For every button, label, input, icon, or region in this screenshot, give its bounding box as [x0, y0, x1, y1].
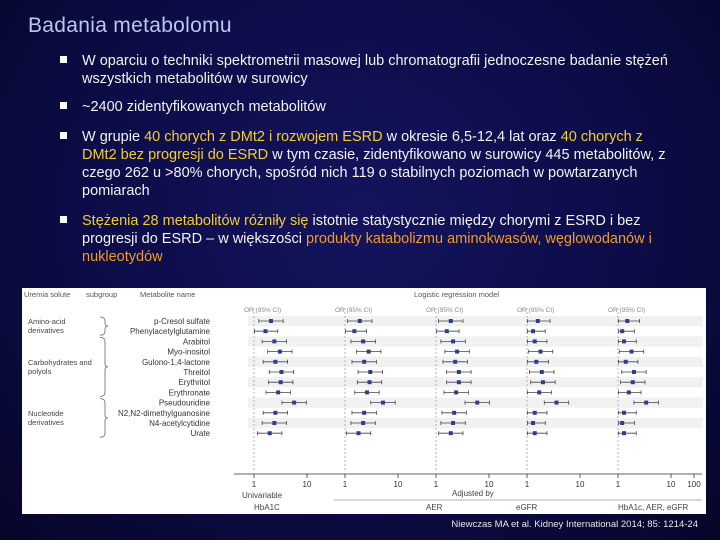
or-point — [268, 431, 272, 435]
metabolite-label: Erythronate — [168, 388, 210, 398]
group-label: derivatives — [28, 326, 64, 336]
axis-tick-label: 10 — [302, 480, 312, 489]
or-point — [533, 339, 537, 343]
metabolite-label: Erythritol — [178, 378, 210, 388]
or-point — [541, 380, 545, 384]
bullet-text: w tym czasie, zidentyfikowano w surowicy 445 metabolitów, z czego 262 u >80% chorych, spośród nich 119 o stabilnych poziomach w powtarzanych pomiarach — [82, 147, 666, 199]
group-label: Nucleotide — [28, 408, 64, 418]
or-point — [272, 339, 276, 343]
or-point — [533, 431, 537, 435]
or-point — [622, 339, 626, 343]
or-point — [630, 350, 634, 354]
header-subgroup: subgroup — [86, 290, 118, 299]
or-point — [352, 329, 356, 333]
or-point — [454, 390, 458, 394]
or-point — [452, 411, 456, 415]
panel-label: AER — [426, 503, 443, 512]
bullet-marker — [60, 56, 67, 63]
or-point — [273, 360, 277, 364]
or-point — [279, 380, 283, 384]
panel-header: OR (95% CI) — [335, 307, 373, 314]
or-point — [620, 329, 624, 333]
or-point — [381, 401, 385, 405]
or-point — [644, 401, 648, 405]
highlight-text: produkty katabolizmu aminokwasów, węglowodanów i nukleotydów — [82, 231, 652, 265]
forest-plot-figure — [22, 288, 706, 514]
axis-tick-label: 10 — [393, 480, 403, 489]
axis-tick-label: 1 — [251, 480, 257, 489]
group-brace — [100, 337, 108, 396]
or-point — [449, 319, 453, 323]
or-point — [622, 411, 626, 415]
panel-header: OR (95% CI) — [244, 307, 282, 314]
metabolite-label: Pseudouridine — [158, 398, 210, 408]
or-point — [365, 390, 369, 394]
or-point — [453, 360, 457, 364]
metabolite-label: Gulono-1,4-lactone — [141, 357, 210, 367]
or-point — [361, 339, 365, 343]
bullet-text: W grupie — [82, 129, 145, 145]
or-point — [362, 411, 366, 415]
bullet-item — [60, 52, 670, 88]
metabolite-label: Phenylacetylglutamine — [129, 327, 210, 337]
or-point — [362, 360, 366, 364]
or-point — [475, 401, 479, 405]
or-point — [554, 401, 558, 405]
axis-tick-label: 10 — [484, 480, 494, 489]
highlight-text: Stężenia 28 metabolitów różniły się — [82, 213, 309, 229]
or-point — [620, 421, 624, 425]
or-point — [631, 380, 635, 384]
or-point — [625, 319, 629, 323]
or-point — [357, 431, 361, 435]
bullet-text: W oparciu o techniki spektrometrii masowej lub chromatografii jednoczesne badanie stężeń wszystkich metabolitów w surowicy — [82, 53, 668, 87]
header-logistic-regression: Logistic regression model — [414, 290, 500, 299]
or-point — [269, 319, 273, 323]
or-point — [457, 380, 461, 384]
forest-plot — [22, 288, 706, 514]
or-point — [278, 350, 282, 354]
citation: Niewczas MA et al. Kidney International 2014; 85: 1214-24 — [451, 519, 698, 530]
or-point — [531, 421, 535, 425]
metabolite-label: Threitol — [183, 368, 210, 377]
or-point — [264, 329, 268, 333]
or-point — [445, 329, 449, 333]
or-point — [624, 360, 628, 364]
header-uremia-solute: Uremia solute — [24, 290, 71, 299]
or-point — [361, 421, 365, 425]
or-point — [540, 370, 544, 374]
or-point — [368, 380, 372, 384]
or-point — [272, 421, 276, 425]
metabolite-label: N4-acetylcytidine — [149, 419, 210, 428]
or-point — [622, 431, 626, 435]
axis-tick-label: 1 — [524, 480, 530, 489]
bullet-item — [60, 128, 670, 200]
or-point — [455, 350, 459, 354]
panel-label: HbA1C — [254, 503, 280, 512]
bullet-text: w okresie 6,5-12,4 lat oraz — [382, 129, 561, 145]
or-point — [368, 370, 372, 374]
bullet-marker — [60, 132, 67, 139]
bullet-item — [60, 212, 670, 266]
panel-label: eGFR — [516, 503, 538, 512]
panel-label: HbA1c, AER, eGFR — [618, 503, 689, 512]
bullet-item — [60, 98, 670, 116]
or-point — [451, 421, 455, 425]
bullet-marker — [60, 216, 67, 223]
bullet-list — [60, 52, 670, 266]
or-point — [451, 339, 455, 343]
axis-tick-label: 1 — [433, 480, 439, 489]
axis-tick-label: 1 — [615, 480, 621, 489]
group-label: Amino-acid — [28, 317, 66, 327]
metabolite-label: N2,N2-dimethylguanosine — [117, 408, 210, 418]
or-point — [627, 390, 631, 394]
bullet-text: ~2400 zidentyfikowanych metabolitów — [82, 99, 326, 115]
metabolite-label: Urate — [190, 429, 210, 439]
or-point — [632, 370, 636, 374]
axis-tick-label: 100 — [687, 480, 701, 489]
panel-header: OR (95% CI) — [608, 307, 646, 314]
axis-tick-label: 10 — [666, 480, 676, 489]
group-brace — [100, 399, 108, 438]
panel-header: OR (95% CI) — [517, 307, 555, 314]
highlight-text: 40 chorych z DMt2 bez progresji do ESRD — [82, 129, 643, 163]
or-point — [457, 370, 461, 374]
or-point — [273, 411, 277, 415]
or-point — [279, 370, 283, 374]
or-point — [533, 411, 537, 415]
bullet-text: istotnie statystycznie między chorymi z ESRD i bez progresji do ESRD – w większości — [82, 213, 641, 247]
or-point — [276, 390, 280, 394]
group-label: derivatives — [28, 417, 64, 427]
or-point — [292, 401, 296, 405]
group-brace — [100, 317, 108, 335]
group-label: polyols — [28, 366, 52, 376]
or-point — [367, 350, 371, 354]
or-point — [534, 360, 538, 364]
or-point — [531, 329, 535, 333]
or-point — [536, 319, 540, 323]
axis-tick-label: 1 — [342, 480, 348, 489]
or-point — [358, 319, 362, 323]
or-point — [449, 431, 453, 435]
or-point — [539, 350, 543, 354]
axis-tick-label: 10 — [575, 480, 585, 489]
header-metabolite-name: Metabolite name — [140, 290, 196, 299]
metabolite-label: p-Cresol sulfate — [153, 317, 210, 326]
group-label: Carbohydrates and — [28, 357, 92, 367]
or-point — [537, 390, 541, 394]
panel-header: OR (95% CI) — [426, 307, 464, 314]
metabolite-label: Myo-inositol — [167, 347, 210, 357]
adjusted-label: Adjusted by — [452, 489, 494, 498]
univariable-label: Univariable — [242, 491, 283, 500]
bullet-marker — [60, 102, 67, 109]
slide-title: Badania metabolomu — [28, 14, 232, 37]
metabolite-label: Arabitol — [182, 337, 210, 347]
highlight-text: 40 chorych z DMt2 i rozwojem ESRD — [144, 129, 383, 145]
